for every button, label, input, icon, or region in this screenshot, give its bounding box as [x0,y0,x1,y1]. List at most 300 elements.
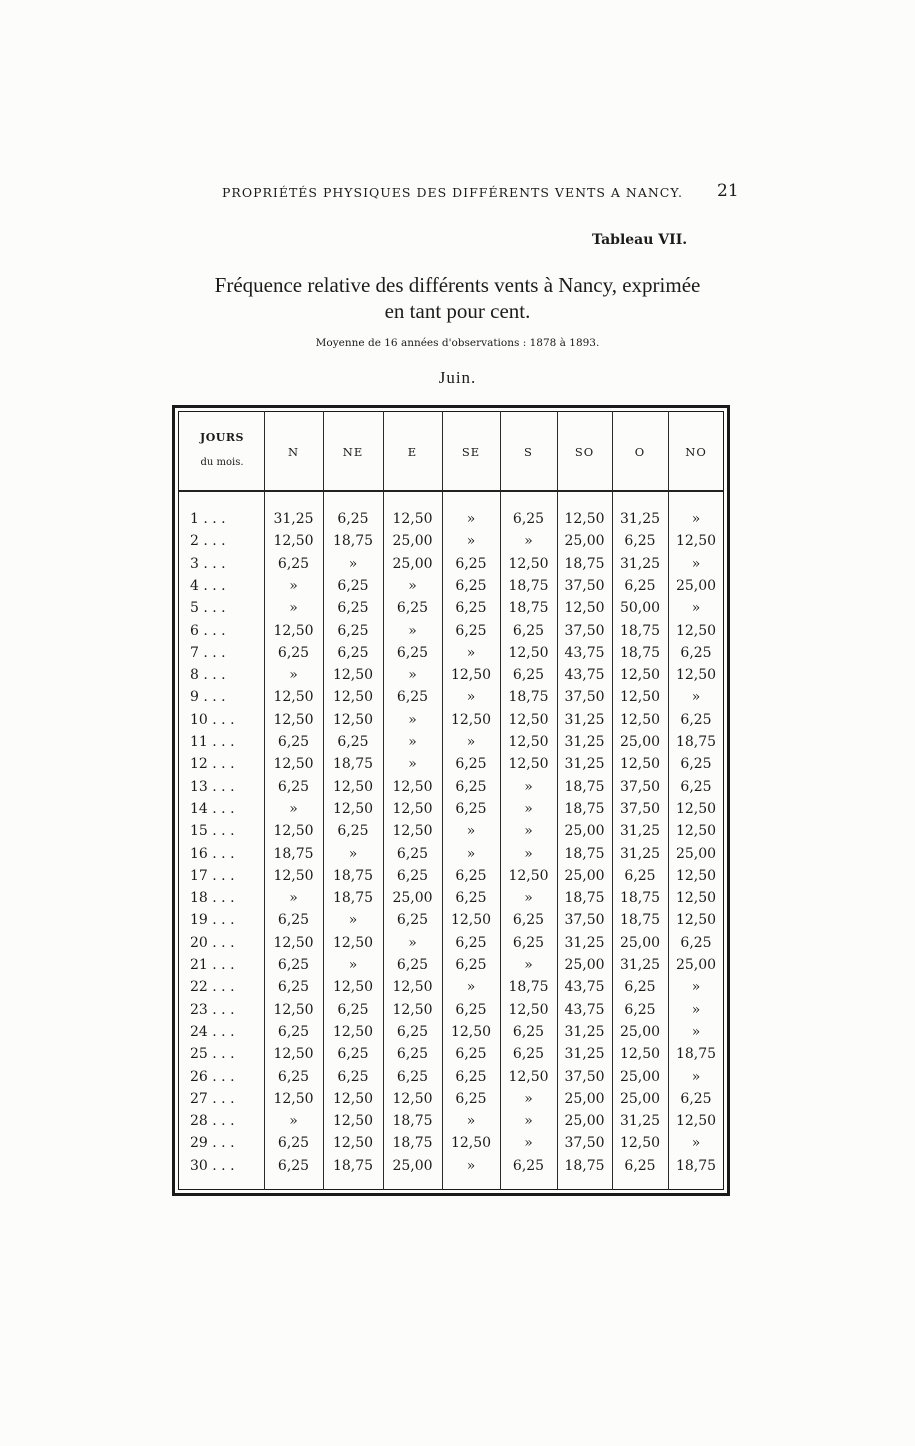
value-cell: 12,50 [332,1113,374,1130]
column-header: N [287,445,300,459]
value-cell: » [289,667,298,684]
value-cell: 18,75 [508,689,549,706]
value-cell: 12,50 [675,533,717,550]
day-cell: 15 . . . [190,823,235,840]
value-cell: 18,75 [619,890,661,907]
value-cell: 25,00 [392,890,433,907]
value-cell: 18,75 [332,890,374,907]
value-cell: 18,75 [564,800,605,817]
table-row [0,868,915,890]
value-cell: 25,00 [564,1090,605,1107]
value-cell: 12,50 [675,823,717,840]
value-cell: 12,50 [508,867,549,884]
value-cell: 18,75 [392,1135,433,1152]
value-cell: 6,25 [512,934,545,951]
value-cell: 6,25 [680,644,712,661]
running-head: PROPRIÉTÉS PHYSIQUES DES DIFFÉRENTS VENTS A NANCY. [222,185,683,200]
value-cell: » [524,533,533,550]
value-cell: 12,50 [332,1090,374,1107]
value-cell: 31,25 [564,734,605,750]
value-cell: 12,50 [392,800,433,817]
value-cell: » [524,1090,533,1107]
value-cell: 6,25 [396,957,429,973]
value-cell: 25,00 [619,934,661,951]
value-cell: » [466,689,476,706]
value-cell: 12,50 [273,934,314,951]
table-row [0,1158,915,1180]
value-cell: 6,25 [624,867,656,884]
value-cell: 25,00 [675,577,717,594]
column-header: NO [685,445,707,459]
value-cell: 12,50 [564,600,605,617]
value-cell: » [408,577,417,594]
day-cell: 14 . . . [190,800,235,817]
value-cell: » [691,1001,701,1018]
table-row [0,623,915,645]
table-row [0,556,915,578]
value-cell: 12,50 [450,1023,492,1040]
value-cell: 31,25 [619,511,661,527]
value-cell: 6,25 [277,734,310,750]
value-cell: 6,25 [396,1046,429,1063]
day-cell: 23 . . . [190,1001,235,1018]
header-rule [179,490,723,492]
value-cell: 31,25 [273,511,314,527]
value-cell: 6,25 [455,577,487,594]
day-cell: 8 . . . [190,667,226,684]
table-row [0,1002,915,1024]
value-cell: 6,25 [624,979,656,996]
table-row [0,533,915,555]
day-cell: 6 . . . [190,622,226,639]
value-cell: 6,25 [624,1001,656,1018]
value-cell: 12,50 [332,711,374,728]
value-cell: 12,50 [273,711,314,728]
day-cell: 20 . . . [190,934,235,951]
value-cell: 18,75 [332,867,374,884]
value-cell: » [524,823,533,840]
value-cell: » [466,979,476,996]
value-cell: 6,25 [396,1023,429,1040]
value-cell: 6,25 [337,1046,369,1063]
table-row [0,846,915,868]
value-cell: 31,25 [564,934,605,951]
value-cell: 37,50 [564,1135,605,1152]
value-cell: » [524,800,533,817]
value-cell: » [466,845,476,862]
value-cell: 6,25 [277,1068,310,1085]
value-cell: 18,75 [619,622,661,639]
value-cell: 25,00 [564,957,605,973]
value-cell: 6,25 [277,1135,310,1152]
value-cell: » [408,622,417,639]
day-cell: 3 . . . [190,555,226,572]
value-cell: » [289,577,298,594]
day-cell: 24 . . . [190,1023,235,1040]
value-cell: 12,50 [508,644,549,661]
value-cell: 25,00 [392,1157,433,1174]
value-cell: » [524,778,533,795]
value-cell: » [408,711,417,728]
value-cell: 25,00 [564,533,605,550]
value-cell: » [348,845,358,862]
value-cell: 25,00 [564,823,605,840]
value-cell: 12,50 [273,533,314,550]
value-cell: 12,50 [392,979,433,996]
value-cell: 12,50 [675,867,717,884]
value-cell: » [691,600,701,617]
table-row [0,645,915,667]
column-header: SE [461,445,481,459]
value-cell: 6,25 [455,1090,487,1107]
day-cell: 5 . . . [190,600,226,617]
table-subtitle: Moyenne de 16 années d'observations : 1878 à 1893. [315,337,600,349]
table-row [0,1135,915,1157]
table-row [0,779,915,801]
value-cell: 12,50 [332,1135,374,1152]
table-row [0,1046,915,1068]
value-cell: 6,25 [277,644,310,661]
value-cell: 18,75 [675,734,717,750]
value-cell: 12,50 [675,622,717,639]
value-cell: 18,75 [508,577,549,594]
value-cell: 12,50 [619,1135,661,1152]
day-cell: 1 . . . [190,511,226,527]
value-cell: 6,25 [512,1023,545,1040]
value-cell: 18,75 [564,845,605,862]
value-cell: 12,50 [273,823,314,840]
value-cell: » [466,511,476,527]
column-header: SO [574,445,595,459]
value-cell: » [348,957,358,973]
table-row [0,712,915,734]
value-cell: 12,50 [392,1090,433,1107]
value-cell: 6,25 [337,600,369,617]
value-cell: 6,25 [396,912,429,929]
value-cell: 18,75 [619,912,661,929]
value-cell: 12,50 [332,1023,374,1040]
value-cell: 6,25 [455,622,487,639]
value-cell: 12,50 [332,979,374,996]
value-cell: 31,25 [564,711,605,728]
day-cell: 17 . . . [190,867,235,884]
day-cell: 25 . . . [190,1046,235,1063]
value-cell: 12,50 [392,823,433,840]
table-row [0,756,915,778]
value-cell: 37,50 [619,800,661,817]
table-title [140,272,775,324]
table-row [0,890,915,912]
table-label: Tableau VII. [592,232,688,248]
value-cell: » [466,644,476,661]
value-cell: 6,25 [680,711,712,728]
value-cell: 12,50 [332,778,374,795]
table-row [0,801,915,823]
value-cell: 12,50 [508,756,549,773]
value-cell: 18,75 [332,756,374,773]
day-cell: 19 . . . [190,912,235,929]
value-cell: 12,50 [273,1090,314,1107]
day-cell: 10 . . . [190,711,235,728]
value-cell: 6,25 [396,689,429,706]
table-row [0,1091,915,1113]
value-cell: 6,25 [680,1090,712,1107]
value-cell: » [408,934,417,951]
value-cell: 6,25 [277,1023,310,1040]
value-cell: 6,25 [455,1068,487,1085]
value-cell: 18,75 [332,1157,374,1174]
value-cell: 6,25 [277,957,310,973]
value-cell: 31,25 [619,1113,661,1130]
day-cell: 29 . . . [190,1135,235,1152]
table-row [0,511,915,533]
value-cell: 6,25 [277,778,310,795]
value-cell: 18,75 [392,1113,433,1130]
value-cell: » [466,823,476,840]
value-cell: 12,50 [564,511,605,527]
value-cell: 6,25 [277,912,310,929]
value-cell: 18,75 [508,600,549,617]
value-cell: 12,50 [619,689,661,706]
value-cell: 31,25 [564,1046,605,1063]
value-cell: 12,50 [450,667,492,684]
title-line-1: Fréquence relative des différents vents à Nancy, exprimée [214,273,701,297]
value-cell: 6,25 [624,1157,656,1174]
value-cell: » [524,890,533,907]
value-cell: 6,25 [680,778,712,795]
value-cell: 37,50 [564,577,605,594]
table-row [0,912,915,934]
table-row [0,957,915,979]
value-cell: 6,25 [455,800,487,817]
table-row [0,667,915,689]
value-cell: » [524,957,533,973]
value-cell: 6,25 [277,979,310,996]
page-number: 21 [717,181,739,201]
column-header: S [524,445,533,459]
value-cell: » [691,555,701,572]
value-cell: 12,50 [675,912,717,929]
value-cell: 6,25 [396,867,429,884]
value-cell: 31,25 [564,756,605,773]
value-cell: 12,50 [450,912,492,929]
table-row [0,823,915,845]
value-cell: 12,50 [392,511,433,527]
value-cell: 12,50 [273,867,314,884]
value-cell: 31,25 [619,555,661,572]
value-cell: 6,25 [512,667,545,684]
value-cell: 12,50 [332,934,374,951]
table-row [0,979,915,1001]
value-cell: 31,25 [564,1023,605,1040]
month-heading: Juin. [438,368,477,387]
value-cell: » [524,845,533,862]
value-cell: 6,25 [455,1046,487,1063]
value-cell: 6,25 [337,577,369,594]
value-cell: » [408,667,417,684]
value-cell: » [466,734,476,750]
value-cell: 6,25 [512,912,545,929]
value-cell: 12,50 [392,778,433,795]
value-cell: » [466,1113,476,1130]
value-cell: » [691,689,701,706]
value-cell: 25,00 [564,1113,605,1130]
day-cell: 12 . . . [190,756,235,773]
table-row [0,1069,915,1091]
value-cell: 6,25 [512,622,545,639]
value-cell: 25,00 [675,957,717,973]
table-row [0,935,915,957]
value-cell: 12,50 [508,734,549,750]
value-cell: » [691,1023,701,1040]
value-cell: 6,25 [455,890,487,907]
value-cell: 25,00 [392,533,433,550]
value-cell: 18,75 [564,1157,605,1174]
day-cell: 21 . . . [190,957,235,973]
value-cell: 6,25 [277,555,310,572]
value-cell: 6,25 [455,934,487,951]
value-cell: 12,50 [619,711,661,728]
value-cell: » [524,1135,533,1152]
value-cell: 12,50 [392,1001,433,1018]
value-cell: 6,25 [396,600,429,617]
value-cell: 25,00 [564,867,605,884]
value-cell: 31,25 [619,845,661,862]
value-cell: 6,25 [455,867,487,884]
value-cell: 12,50 [508,711,549,728]
day-cell: 2 . . . [190,533,226,550]
value-cell: 12,50 [619,667,661,684]
value-cell: 18,75 [675,1046,717,1063]
value-cell: 6,25 [455,756,487,773]
value-cell: 31,25 [619,957,661,973]
value-cell: 18,75 [273,845,314,862]
value-cell: » [289,600,298,617]
value-cell: 12,50 [273,1001,314,1018]
value-cell: 25,00 [392,555,433,572]
value-cell: » [691,511,701,527]
column-header: E [407,445,418,459]
title-line-2: en tant pour cent. [384,299,531,323]
value-cell: 12,50 [450,1135,492,1152]
value-cell: 37,50 [564,689,605,706]
value-cell: 6,25 [337,511,369,527]
value-cell: » [466,533,476,550]
day-cell: 9 . . . [190,689,226,706]
value-cell: » [691,1068,701,1085]
value-cell: 6,25 [396,644,429,661]
value-cell: 18,75 [675,1157,717,1174]
value-cell: 12,50 [332,667,374,684]
value-cell: 6,25 [455,778,487,795]
table-row [0,1024,915,1046]
value-cell: 18,75 [564,778,605,795]
column-header: NE [342,445,364,459]
header-jours: JOURS [200,431,244,444]
value-cell: 6,25 [337,1001,369,1018]
value-cell: 37,50 [619,778,661,795]
day-cell: 22 . . . [190,979,235,996]
value-cell: 12,50 [675,800,717,817]
value-cell: 43,75 [564,1001,605,1018]
table-row [0,578,915,600]
value-cell: 18,75 [332,533,374,550]
value-cell: 12,50 [273,622,314,639]
day-cell: 18 . . . [190,890,235,907]
value-cell: » [408,756,417,773]
value-cell: 12,50 [332,800,374,817]
value-cell: 25,00 [619,1068,661,1085]
value-cell: 25,00 [619,1023,661,1040]
value-cell: 25,00 [675,845,717,862]
day-cell: 7 . . . [190,644,226,661]
header-du-mois: du mois. [200,457,244,468]
value-cell: 12,50 [450,711,492,728]
value-cell: 6,25 [337,734,369,750]
value-cell: 18,75 [564,555,605,572]
value-cell: 12,50 [508,555,549,572]
value-cell: 12,50 [508,1001,549,1018]
value-cell: 6,25 [337,1068,369,1085]
value-cell: 6,25 [512,1046,545,1063]
value-cell: 12,50 [675,890,717,907]
value-cell: 18,75 [564,890,605,907]
value-cell: » [691,1135,701,1152]
value-cell: » [289,890,298,907]
value-cell: 18,75 [508,979,549,996]
day-cell: 13 . . . [190,778,235,795]
value-cell: 6,25 [337,622,369,639]
value-cell: 6,25 [512,511,545,527]
table-row [0,600,915,622]
day-cell: 27 . . . [190,1090,235,1107]
value-cell: 6,25 [455,600,487,617]
value-cell: 6,25 [277,1157,310,1174]
value-cell: » [348,912,358,929]
value-cell: 12,50 [508,1068,549,1085]
value-cell: 12,50 [332,689,374,706]
value-cell: 6,25 [624,577,656,594]
value-cell: 6,25 [680,756,712,773]
value-cell: 37,50 [564,912,605,929]
value-cell: 6,25 [455,555,487,572]
value-cell: 6,25 [680,934,712,951]
table-row [0,734,915,756]
day-cell: 28 . . . [190,1113,235,1130]
value-cell: » [289,800,298,817]
value-cell: 12,50 [675,667,717,684]
value-cell: 25,00 [619,734,661,750]
value-cell: 6,25 [455,957,487,973]
value-cell: 6,25 [337,823,369,840]
value-cell: 31,25 [619,823,661,840]
value-cell: 12,50 [675,1113,717,1130]
value-cell: 6,25 [624,533,656,550]
day-cell: 30 . . . [190,1157,235,1174]
value-cell: 37,50 [564,1068,605,1085]
value-cell: » [466,1157,476,1174]
value-cell: » [408,734,417,750]
value-cell: 43,75 [564,644,605,661]
value-cell: 12,50 [273,689,314,706]
day-cell: 11 . . . [190,734,235,750]
value-cell: 6,25 [512,1157,545,1174]
value-cell: 50,00 [619,600,661,617]
value-cell: » [348,555,358,572]
value-cell: 12,50 [273,756,314,773]
day-cell: 16 . . . [190,845,235,862]
value-cell: 6,25 [337,644,369,661]
